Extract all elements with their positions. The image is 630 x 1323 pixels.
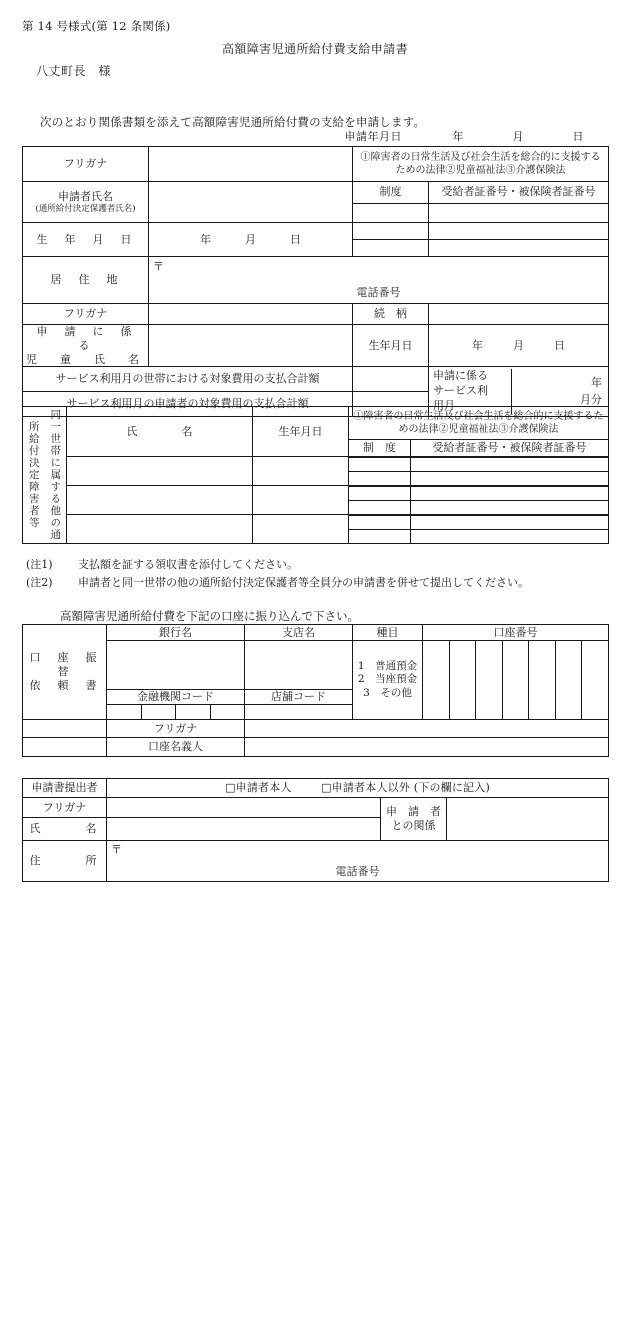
submitter-name-label: 氏 名 [23,818,107,841]
account-kind-option-3[interactable]: 3 その他 [363,686,412,699]
service-month-year: 年 [591,376,602,390]
addressee: 八丈町長 様 [36,64,112,78]
table-row [23,720,609,738]
household-law-list-label: ①障害者の日常生活及び社会生活を総合的に支援するための法律②児童福祉法③介護保険法 [349,407,609,440]
child-name-label-line1: 申 請 に 係 る [36,325,149,352]
submitter-table [22,778,609,882]
notes-block [26,556,529,591]
applicant-birth-label: 生 年 月 日 [23,223,149,257]
bank-section-label [23,625,114,720]
household-system-cell-3-3[interactable] [349,530,411,544]
household-cert-cells-2-3[interactable] [411,501,609,515]
bank-section-label-line2: 依 頼 書 [29,678,100,692]
branch-name-label: 支店名 [245,625,353,641]
applicant-furigana-label: フリガナ [23,147,149,182]
residence-label: 居 住 地 [23,257,149,304]
table-row [23,223,609,240]
household-cert-cells-1-3[interactable] [411,472,609,486]
table-row [23,641,609,690]
applicant-name-input[interactable] [149,182,353,223]
household-system-cell-1-2[interactable] [349,458,411,472]
note-item [26,556,529,574]
branch-name-input[interactable] [245,641,353,690]
child-birth-day: 日 [554,338,565,352]
child-name-label [23,325,149,367]
note-item [26,574,529,592]
submitter-address-label: 住 所 [23,841,107,882]
household-vertical-label [23,407,67,544]
child-name-label-line2: 児 童 氏 名 [26,352,145,366]
submitter-label: 申請書提出者 [23,779,107,798]
table-row [23,407,609,440]
applicant-birth-month: 月 [245,232,256,246]
cert-number-cells-3[interactable] [429,240,609,257]
household-system-cell-1-3[interactable] [349,472,411,486]
child-birth-input[interactable] [429,325,609,367]
account-number-cells[interactable] [423,641,609,720]
submitter-furigana-input[interactable] [107,798,381,818]
submitter-relation-label-line1: 申 請 者 [386,805,441,819]
note-text-1: 支払額を証する領収書を添付してください。 [78,558,298,571]
applicant-birth-year: 年 [200,232,211,246]
submitter-address-input[interactable] [107,841,609,882]
system-cell-3[interactable] [353,240,429,257]
note-text-2: 申請者と同一世帯の他の通所給付決定保護者等全員分の申請書を併せて提出してください。 [78,575,529,589]
account-kind-label: 種目 [353,625,423,641]
child-birth-month: 月 [513,338,524,352]
service-month-label-line2: サービス利 [433,384,488,398]
applicant-birth-input[interactable] [149,223,353,257]
household-birth-input-1[interactable] [253,457,349,486]
system-column-header: 制度 [353,182,429,204]
applicant-furigana-input[interactable] [149,147,353,182]
child-name-input[interactable] [149,325,353,367]
submitter-relation-label [381,798,447,841]
bank-name-input[interactable] [107,641,245,690]
child-furigana-label: フリガナ [23,304,149,325]
table-row [23,798,609,818]
household-name-input-3[interactable] [67,515,253,544]
branch-code-cells[interactable] [245,705,353,720]
household-cert-header: 受給者証番号・被保険者証番号 [411,440,609,457]
application-date-day: 日 [572,130,584,143]
household-cert-cells-2-2[interactable] [411,487,609,501]
submitter-furigana-label: フリガナ [23,798,107,818]
table-row [23,147,609,182]
applicant-name-label-main: 申請者氏名 [58,189,113,203]
institution-code-label: 金融機関コード [107,690,245,705]
submitter-checkbox-group[interactable] [107,779,609,798]
institution-code-grid[interactable] [107,705,244,719]
cert-number-cells-2[interactable] [429,223,609,240]
submitter-relation-label-line2: との関係 [391,819,436,832]
cert-number-column-header: 受給者証番号・被保険者証番号 [429,182,609,204]
household-name-input-1[interactable] [67,457,253,486]
submitter-name-input[interactable] [107,818,381,841]
applicant-main-table [22,146,609,417]
submitter-checkbox-other[interactable]: □申請者本人以外 (下の欄に記入) [321,781,490,795]
page-title: 高額障害児通所給付費支給申請書 [221,42,408,56]
submitter-postal-mark: 〒 [111,843,122,857]
system-cell-1[interactable] [353,203,429,222]
household-cert-cells-1-2[interactable] [411,458,609,472]
branch-code-label: 店舗コード [245,690,353,705]
household-system-cell-3-2[interactable] [349,516,411,530]
submitter-relation-input[interactable] [447,798,609,841]
applicant-birth-day: 日 [290,232,301,246]
table-row [23,304,609,325]
table-row [23,182,609,204]
household-system-cell-2-3[interactable] [349,501,411,515]
account-furigana-label: フリガナ [107,720,245,738]
account-kind-options[interactable] [353,641,423,720]
table-row [23,841,609,882]
household-cert-cells-3-3[interactable] [411,530,609,544]
table-row [23,625,609,641]
account-kind-option-1[interactable]: 1 普通預金 [357,660,418,673]
applicant-total-label: サービス利用月の申請者の対象費用の支払合計額 [23,392,353,417]
household-total-input[interactable] [353,367,429,392]
form-number: 第 14 号様式(第 12 条関係) [22,19,171,33]
account-holder-label: 口座名義人 [107,738,245,757]
child-relation-input[interactable] [429,304,609,325]
table-row [23,779,609,798]
service-month-label-line3: 用月 [433,399,455,413]
bank-name-label: 銀行名 [107,625,245,641]
child-furigana-input[interactable] [149,304,353,325]
residence-input[interactable] [149,257,609,304]
application-date-label: 申請年月日 [344,130,402,143]
household-birth-input-2[interactable] [253,486,349,515]
service-month-month: 月分 [580,392,602,406]
household-system-cell-2-2[interactable] [349,487,411,501]
table-row [23,367,609,392]
lead-sentence: 次のとおり関係書類を添えて高額障害児通所給付費の支給を申請します。 [40,115,426,129]
household-name-input-2[interactable] [67,486,253,515]
household-total-label: サービス利用月の世帯における対象費用の支払合計額 [23,367,353,392]
residence-tel-label: 電話番号 [356,286,401,299]
household-cert-cells-3-2[interactable] [411,516,609,530]
household-vertical-label-col2: 所給付決定障害者等 [27,421,40,529]
institution-code-cells[interactable] [107,705,245,720]
law-list-label: ①障害者の日常生活及び社会生活を総合的に支援するための法律②児童福祉法③介護保険法 [353,147,609,182]
bank-transfer-lead: 高額障害児通所給付費を下記の口座に振り込んで下さい。 [60,609,359,623]
applicant-name-label-sub: (通所給付決定保護者氏名) [35,203,136,214]
table-row [23,257,609,304]
application-date-month: 月 [512,130,524,143]
service-month-label-line1: 申請に係る [433,369,488,383]
child-relation-label: 続 柄 [353,304,429,325]
child-birth-year: 年 [472,338,483,352]
submitter-tel-label: 電話番号 [335,865,380,878]
account-number-grid[interactable] [423,641,608,719]
household-vertical-label-col1: 同一世帯に属する他の通 [49,409,62,541]
applicant-name-label [23,182,149,223]
household-system-header: 制 度 [349,440,411,457]
bank-section-label-line1: 口 座 振 替 [29,651,114,679]
application-date-year: 年 [452,130,464,143]
postal-code-mark: 〒 [153,260,164,274]
submitter-checkbox-self[interactable]: □申請者本人 [225,781,292,795]
note-tag-2: (注2) [26,575,53,589]
note-tag-1: (注1) [26,558,53,571]
child-birth-label: 生年月日 [353,325,429,367]
household-name-header: 氏 名 [67,407,253,457]
account-number-label: 口座番号 [423,625,609,641]
cert-number-cells-1[interactable] [429,203,609,222]
bank-transfer-table [22,624,609,757]
household-members-table [22,406,609,544]
account-holder-input[interactable] [245,738,609,757]
household-birth-input-3[interactable] [253,515,349,544]
system-cell-2[interactable] [353,223,429,240]
application-date-row [22,128,608,144]
account-kind-option-2[interactable]: 2 当座預金 [357,673,418,686]
table-row [23,325,609,367]
household-birth-header: 生年月日 [253,407,349,457]
table-row [23,738,609,757]
account-furigana-input[interactable] [245,720,609,738]
